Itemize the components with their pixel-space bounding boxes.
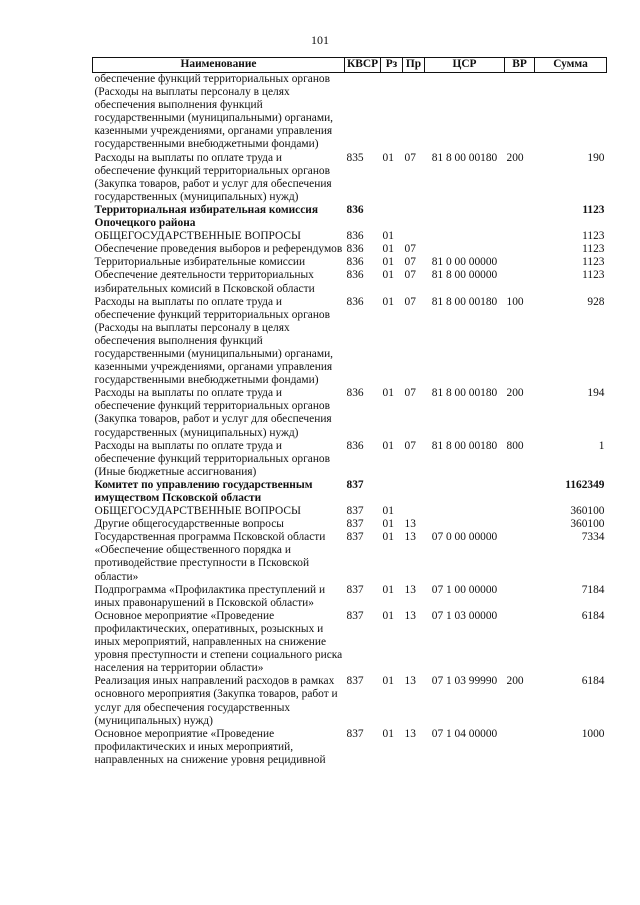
cell-rz: [381, 479, 403, 505]
cell-name: Другие общегосударственные вопросы: [94, 518, 284, 531]
cell-sum: 1123: [582, 230, 605, 243]
table-row: [93, 584, 607, 610]
cell-rz: 01: [382, 230, 394, 243]
header-rz: Рз: [381, 58, 403, 73]
cell-name: ОБЩЕГОСУДАРСТВЕННЫЕ ВОПРОСЫ: [94, 230, 301, 243]
cell-csr: [425, 505, 505, 518]
table-row: [93, 230, 607, 243]
cell-pr: 07: [404, 387, 416, 400]
table-row: [93, 269, 607, 295]
cell-rz: 01: [382, 269, 394, 282]
cell-sum: 360100: [570, 518, 605, 531]
cell-kvsr: 837: [346, 505, 364, 518]
cell-pr: 13: [404, 675, 416, 688]
table-row: [93, 728, 607, 767]
header-name: Наименование: [93, 58, 345, 73]
cell-kvsr: 837: [346, 531, 364, 544]
table-row: [93, 243, 607, 256]
table-header-row: [93, 58, 607, 73]
cell-rz: 01: [382, 583, 394, 596]
cell-csr: 81 8 00 00180: [431, 151, 498, 164]
cell-pr: [403, 479, 425, 505]
header-pr: Пр: [403, 58, 425, 73]
cell-pr: 13: [404, 531, 416, 544]
cell-kvsr: [345, 73, 381, 152]
cell-vr: [505, 505, 535, 518]
cell-name: Расходы на выплаты по оплате труда и обеспечение функций территориальных органов (Закупка товаров, работ и услуг для обеспечения государственных (муниципальных) нужд): [94, 151, 332, 203]
cell-rz: 01: [382, 505, 394, 518]
cell-csr: [425, 243, 505, 256]
cell-csr: 07 1 00 00000: [431, 583, 498, 596]
cell-vr: [505, 73, 535, 152]
cell-name: ОБЩЕГОСУДАРСТВЕННЫЕ ВОПРОСЫ: [94, 505, 301, 518]
cell-rz: 01: [382, 295, 394, 308]
cell-sum: 1162349: [565, 478, 605, 491]
cell-pr: [403, 73, 425, 152]
cell-sum: 1: [598, 439, 605, 452]
cell-rz: 01: [382, 243, 394, 256]
header-kvsr: КВСР: [345, 58, 381, 73]
cell-csr: 81 8 00 00000: [431, 269, 498, 282]
cell-name: Подпрограмма «Профилактика преступлений и иных правонарушений в Псковской области»: [94, 583, 326, 609]
cell-vr: 200: [506, 387, 524, 400]
cell-vr: [505, 610, 535, 675]
cell-csr: [425, 479, 505, 505]
cell-name: Территориальная избирательная комиссия Опочецкого района: [94, 203, 318, 230]
cell-kvsr: 837: [346, 478, 364, 491]
cell-vr: [505, 269, 535, 295]
cell-kvsr: 836: [346, 295, 364, 308]
cell-csr: 81 8 00 00180: [431, 295, 498, 308]
cell-sum: 928: [587, 295, 605, 308]
cell-pr: 07: [404, 256, 416, 269]
table-row: [93, 531, 607, 583]
table-row: [93, 610, 607, 675]
cell-name: Реализация иных направлений расходов в рамках основного мероприятия (Закупка товаров, работ и услуг для обеспечения государственных (муниципальных) нужд): [94, 675, 338, 727]
cell-sum: 1123: [582, 203, 605, 216]
cell-kvsr: 835: [346, 151, 364, 164]
cell-vr: [505, 479, 535, 505]
cell-rz: 01: [382, 518, 394, 531]
cell-csr: 81 8 00 00180: [431, 387, 498, 400]
cell-vr: 100: [506, 295, 524, 308]
cell-name: Основное мероприятие «Проведение профилактических и иных мероприятий, направленных на снижение уровня рецидивной: [94, 727, 326, 766]
cell-rz: 01: [382, 387, 394, 400]
cell-sum: 1000: [581, 727, 605, 740]
cell-rz: 01: [382, 256, 394, 269]
table-row: [93, 387, 607, 439]
cell-vr: [505, 531, 535, 583]
table-row: [93, 296, 607, 388]
cell-sum: 6184: [581, 675, 605, 688]
cell-csr: 81 0 00 00000: [431, 256, 498, 269]
cell-rz: 01: [382, 439, 394, 452]
cell-csr: [425, 518, 505, 531]
cell-kvsr: 837: [346, 609, 364, 622]
table-row: [93, 479, 607, 505]
cell-name: Комитет по управлению государственным имуществом Псковской области: [94, 478, 313, 504]
table-body: [93, 73, 607, 767]
cell-kvsr: 837: [346, 675, 364, 688]
table-row: [93, 518, 607, 531]
cell-kvsr: 836: [346, 387, 364, 400]
cell-pr: [403, 230, 425, 243]
cell-name: Территориальные избирательные комиссии: [94, 256, 306, 269]
cell-sum: 194: [587, 387, 605, 400]
cell-sum: 190: [587, 151, 605, 164]
page-number: 101: [311, 33, 329, 47]
cell-pr: 13: [404, 609, 416, 622]
cell-name: Расходы на выплаты по оплате труда и обеспечение функций территориальных органов (Закупка товаров, работ и услуг для обеспечения государственных (муниципальных) нужд): [94, 387, 332, 439]
cell-rz: 01: [382, 531, 394, 544]
cell-name: обеспечение функций территориальных органов (Расходы на выплаты персоналу в целях обеспечения выполнения функций государственными (муниципальными) органами, казенными учреждениями, органами управления государственными внебюджетными фондами): [94, 73, 334, 151]
cell-sum: 7184: [581, 583, 605, 596]
cell-vr: 200: [506, 151, 524, 164]
table-row: [93, 505, 607, 518]
cell-name: Расходы на выплаты по оплате труда и обеспечение функций территориальных органов (Расходы на выплаты персоналу в целях обеспечения выполнения функций государственными (муниципальными) органами, казенными учреждениями, органами управления государственными внебюджетными фондами): [94, 295, 334, 387]
table-row: [93, 440, 607, 479]
cell-vr: [505, 584, 535, 610]
cell-pr: [403, 204, 425, 230]
cell-sum: [535, 73, 607, 152]
cell-rz: [381, 204, 403, 230]
cell-kvsr: 836: [346, 243, 364, 256]
cell-kvsr: 836: [346, 269, 364, 282]
cell-vr: [505, 256, 535, 269]
cell-csr: 07 1 04 00000: [431, 727, 498, 740]
cell-name: Обеспечение проведения выборов и референдумов: [94, 243, 343, 256]
cell-kvsr: 837: [346, 518, 364, 531]
cell-pr: 13: [404, 518, 416, 531]
cell-vr: [505, 518, 535, 531]
cell-name: Основное мероприятие «Проведение профилактических, оперативных, розыскных и иных мероприятий, направленных на снижение уровня преступности и степени социального риска населения на территории области»: [94, 609, 343, 675]
header-sum: Сумма: [535, 58, 607, 73]
cell-pr: 07: [404, 439, 416, 452]
cell-name: Государственная программа Псковской области «Обеспечение общественного порядка и противодействие преступности в Псковской области»: [94, 531, 326, 583]
cell-csr: 81 8 00 00180: [431, 439, 498, 452]
cell-kvsr: 837: [346, 583, 364, 596]
cell-pr: 07: [404, 151, 416, 164]
cell-pr: 07: [404, 295, 416, 308]
cell-rz: 01: [382, 151, 394, 164]
cell-csr: 07 1 03 00000: [431, 609, 498, 622]
cell-rz: 01: [382, 609, 394, 622]
table-row: [93, 256, 607, 269]
cell-rz: 01: [382, 675, 394, 688]
header-vr: ВР: [505, 58, 535, 73]
budget-table: [92, 57, 607, 767]
cell-name: Обеспечение деятельности территориальных избирательных комисий в Псковской области: [94, 269, 315, 295]
cell-kvsr: 836: [346, 256, 364, 269]
cell-rz: [381, 73, 403, 152]
cell-vr: [505, 230, 535, 243]
table-row: [93, 675, 607, 727]
cell-kvsr: 837: [346, 727, 364, 740]
cell-pr: 07: [404, 243, 416, 256]
cell-sum: 360100: [570, 505, 605, 518]
cell-sum: 1123: [582, 269, 605, 282]
table-row: [93, 73, 607, 152]
cell-csr: 07 0 00 00000: [431, 531, 498, 544]
header-csr: ЦСР: [425, 58, 505, 73]
table-row: [93, 204, 607, 230]
cell-pr: [403, 505, 425, 518]
cell-csr: [425, 73, 505, 152]
cell-kvsr: 836: [346, 203, 364, 216]
table-row: [93, 152, 607, 204]
cell-csr: 07 1 03 99990: [431, 675, 498, 688]
cell-vr: 200: [506, 675, 524, 688]
cell-rz: 01: [382, 727, 394, 740]
cell-pr: 13: [404, 583, 416, 596]
cell-vr: 800: [506, 439, 524, 452]
cell-sum: 6184: [581, 609, 605, 622]
cell-csr: [425, 204, 505, 230]
cell-csr: [425, 230, 505, 243]
cell-vr: [505, 243, 535, 256]
cell-sum: 1123: [582, 256, 605, 269]
cell-sum: 1123: [582, 243, 605, 256]
cell-pr: 13: [404, 727, 416, 740]
cell-sum: 7334: [581, 531, 605, 544]
cell-name: Расходы на выплаты по оплате труда и обеспечение функций территориальных органов (Иные бюджетные ассигнования): [94, 439, 330, 478]
cell-kvsr: 836: [346, 439, 364, 452]
cell-vr: [505, 204, 535, 230]
cell-vr: [505, 728, 535, 767]
cell-pr: 07: [404, 269, 416, 282]
cell-kvsr: 836: [346, 230, 364, 243]
